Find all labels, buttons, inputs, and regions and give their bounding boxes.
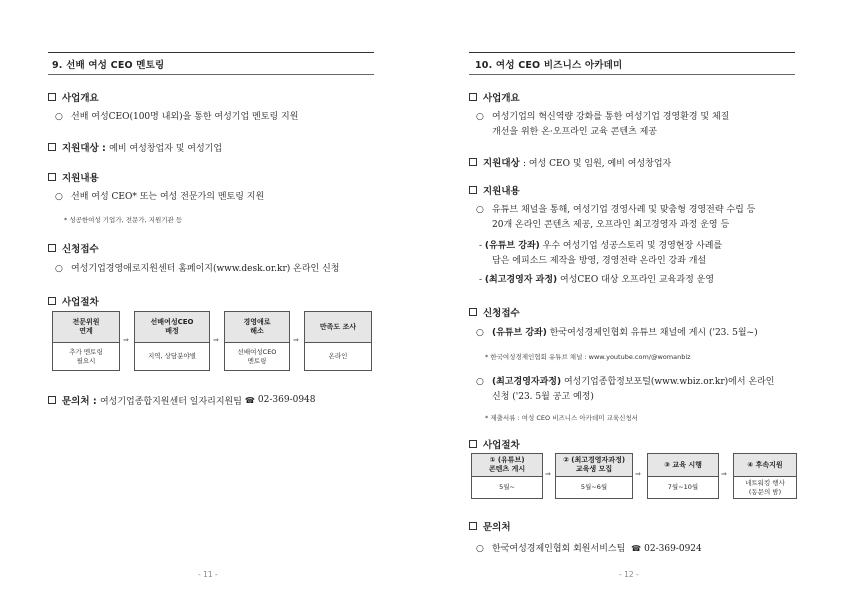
content-item-ceo: - (최고경영자 과정) 여성CEO 대상 오프라인 교육과정 운영 bbox=[479, 275, 715, 285]
section-top-rule bbox=[469, 52, 795, 53]
process-step-title: 경영애로 해소 bbox=[225, 312, 289, 343]
checkbox-square-icon bbox=[48, 143, 56, 151]
process-step-title: 전문위원 연계 bbox=[53, 312, 119, 343]
arrow-right-icon: ⇒ bbox=[721, 470, 727, 478]
section-bottom-rule bbox=[469, 74, 795, 75]
content-item-youtube: - (유튜브 강좌) 우수 여성기업 성공스토리 및 경영현장 사례를 bbox=[479, 241, 723, 251]
phone-number: 02-369-0948 bbox=[257, 395, 316, 405]
checkbox-square-icon bbox=[48, 297, 56, 305]
checkbox-square-icon bbox=[469, 522, 477, 530]
process-step-1 bbox=[471, 453, 543, 499]
heading-overview: 사업개요 bbox=[48, 90, 99, 104]
heading-overview: 사업개요 bbox=[469, 90, 520, 104]
application-line: ○ 여성기업경영애로지원센터 홈페이지(www.desk.or.kr) 온라인 신청 bbox=[55, 264, 340, 274]
overview-line-2: 개선을 위한 온·오프라인 교육 콘텐츠 제공 bbox=[492, 127, 657, 137]
application-ceo-line-2: 신청 ('23. 5월 공고 예정) bbox=[492, 392, 594, 402]
arrow-right-icon: ⇒ bbox=[293, 336, 299, 344]
checkbox-square-icon bbox=[48, 173, 56, 181]
content-line: ○ 선배 여성 CEO* 또는 여성 전문가의 멘토링 지원 bbox=[55, 192, 265, 202]
heading-content: 지원내용 bbox=[469, 183, 520, 197]
checkbox-square-icon bbox=[469, 93, 477, 101]
heading-application: 신청접수 bbox=[48, 241, 99, 255]
phone-number: 02-369-0924 bbox=[644, 544, 702, 554]
content-line-1: ○ 유튜브 채널을 통해, 여성기업 경영사례 및 맞춤형 경영전략 수립 등 bbox=[476, 205, 756, 215]
heading-target: 지원대상 : 여성 CEO 및 임원, 예비 여성창업자 bbox=[469, 155, 671, 169]
process-step-2 bbox=[134, 311, 210, 371]
process-step-detail: 5월~6월 bbox=[580, 483, 608, 491]
process-step-4 bbox=[733, 453, 797, 499]
process-step-1 bbox=[52, 311, 120, 371]
process-step-3 bbox=[647, 453, 719, 499]
process-step-2 bbox=[555, 453, 633, 499]
application-ceo-note: * 제출서류 : 여성 CEO 비즈니스 아카데미 교육신청서 bbox=[485, 414, 638, 422]
process-step-title: 만족도 조사 bbox=[305, 312, 371, 343]
process-step-detail: 온라인 bbox=[328, 352, 348, 360]
process-step-detail: 추가 멘토링 필요시 bbox=[69, 347, 103, 365]
arrow-right-icon: ⇒ bbox=[635, 470, 641, 478]
process-step-detail: 7월~10월 bbox=[667, 483, 699, 491]
phone-icon: ☎ bbox=[244, 395, 255, 405]
phone-icon: ☎ bbox=[631, 544, 642, 553]
heading-content: 지원내용 bbox=[48, 170, 99, 184]
content-item-youtube-line-2: 담은 에피소드 제작을 방영, 경영전략 온라인 강좌 개설 bbox=[492, 256, 707, 266]
overview-line: ○ 선배 여성CEO(100명 내외)을 통한 여성기업 멘토링 지원 bbox=[55, 112, 299, 122]
process-step-title: ③ 교육 시행 bbox=[648, 454, 718, 477]
heading-inquiry: 문의처 bbox=[469, 519, 511, 533]
process-step-4 bbox=[304, 311, 372, 371]
page-number: - 12 - bbox=[619, 570, 639, 579]
checkbox-square-icon bbox=[469, 308, 477, 316]
heading-target: 지원대상 : 예비 여성창업자 및 여성기업 bbox=[48, 140, 222, 154]
application-youtube-note: * 한국여성경제인협회 유튜브 채널 : www.youtube.com/@womanbiz bbox=[485, 353, 691, 361]
arrow-right-icon: ⇒ bbox=[545, 470, 551, 478]
checkbox-square-icon bbox=[469, 158, 477, 166]
application-youtube: ○ (유튜브 강좌) 한국여성경제인협회 유튜브 채널에 게시 ('23. 5월~) bbox=[476, 328, 758, 338]
process-step-detail: 5월~ bbox=[499, 483, 515, 491]
overview-line-1: ○ 여성기업의 혁신역량 강화를 통한 여성기업 경영환경 및 체질 bbox=[476, 112, 730, 122]
page-left bbox=[0, 0, 420, 595]
process-step-detail: 네트워킹 행사 (동문의 밤) bbox=[745, 478, 785, 496]
application-ceo: ○ (최고경영자과정) 여성기업종합정보포털(www.wbiz.or.kr)에서 온라인 bbox=[476, 377, 775, 387]
process-step-detail: 선배여성CEO 멘토링 bbox=[237, 347, 277, 365]
checkbox-square-icon bbox=[469, 440, 477, 448]
page-right bbox=[421, 0, 841, 595]
heading-procedure: 사업절차 bbox=[48, 294, 99, 308]
page-number: - 11 - bbox=[198, 570, 218, 579]
heading-procedure: 사업절차 bbox=[469, 437, 520, 451]
process-step-3 bbox=[224, 311, 290, 371]
arrow-right-icon: ⇒ bbox=[123, 336, 129, 344]
process-step-title: ① (유튜브) 콘텐츠 게시 bbox=[472, 454, 542, 477]
process-step-title: 선배여성CEO 배정 bbox=[135, 312, 209, 343]
process-step-title: ④ 후속지원 bbox=[734, 454, 796, 477]
section-top-rule bbox=[48, 52, 374, 53]
process-step-title: ② (최고경영자과정) 교육생 모집 bbox=[556, 454, 632, 477]
section-title: 10. 여성 CEO 비즈니스 아카데미 bbox=[475, 60, 623, 71]
inquiry-line: ○ 한국여성경제인협회 회원서비스팀 ☎ 02-369-0924 bbox=[476, 544, 702, 554]
heading-inquiry: 문의처 : 여성기업종합지원센터 일자리지원팀 ☎ 02-369-0948 bbox=[48, 393, 316, 407]
checkbox-square-icon bbox=[48, 396, 56, 404]
arrow-right-icon: ⇒ bbox=[213, 336, 219, 344]
process-step-detail: 지역, 상담분야별 bbox=[147, 352, 197, 360]
checkbox-square-icon bbox=[48, 244, 56, 252]
content-line-2: 20개 온라인 콘텐츠 제공, 오프라인 최고경영자 과정 운영 등 bbox=[492, 220, 730, 230]
checkbox-square-icon bbox=[469, 186, 477, 194]
section-title: 9. 선배 여성 CEO 멘토링 bbox=[52, 60, 165, 71]
section-bottom-rule bbox=[48, 74, 374, 75]
content-note: * 성공한여성 기업가, 전문가, 지원기관 등 bbox=[64, 216, 183, 224]
heading-application: 신청접수 bbox=[469, 305, 520, 319]
checkbox-square-icon bbox=[48, 93, 56, 101]
